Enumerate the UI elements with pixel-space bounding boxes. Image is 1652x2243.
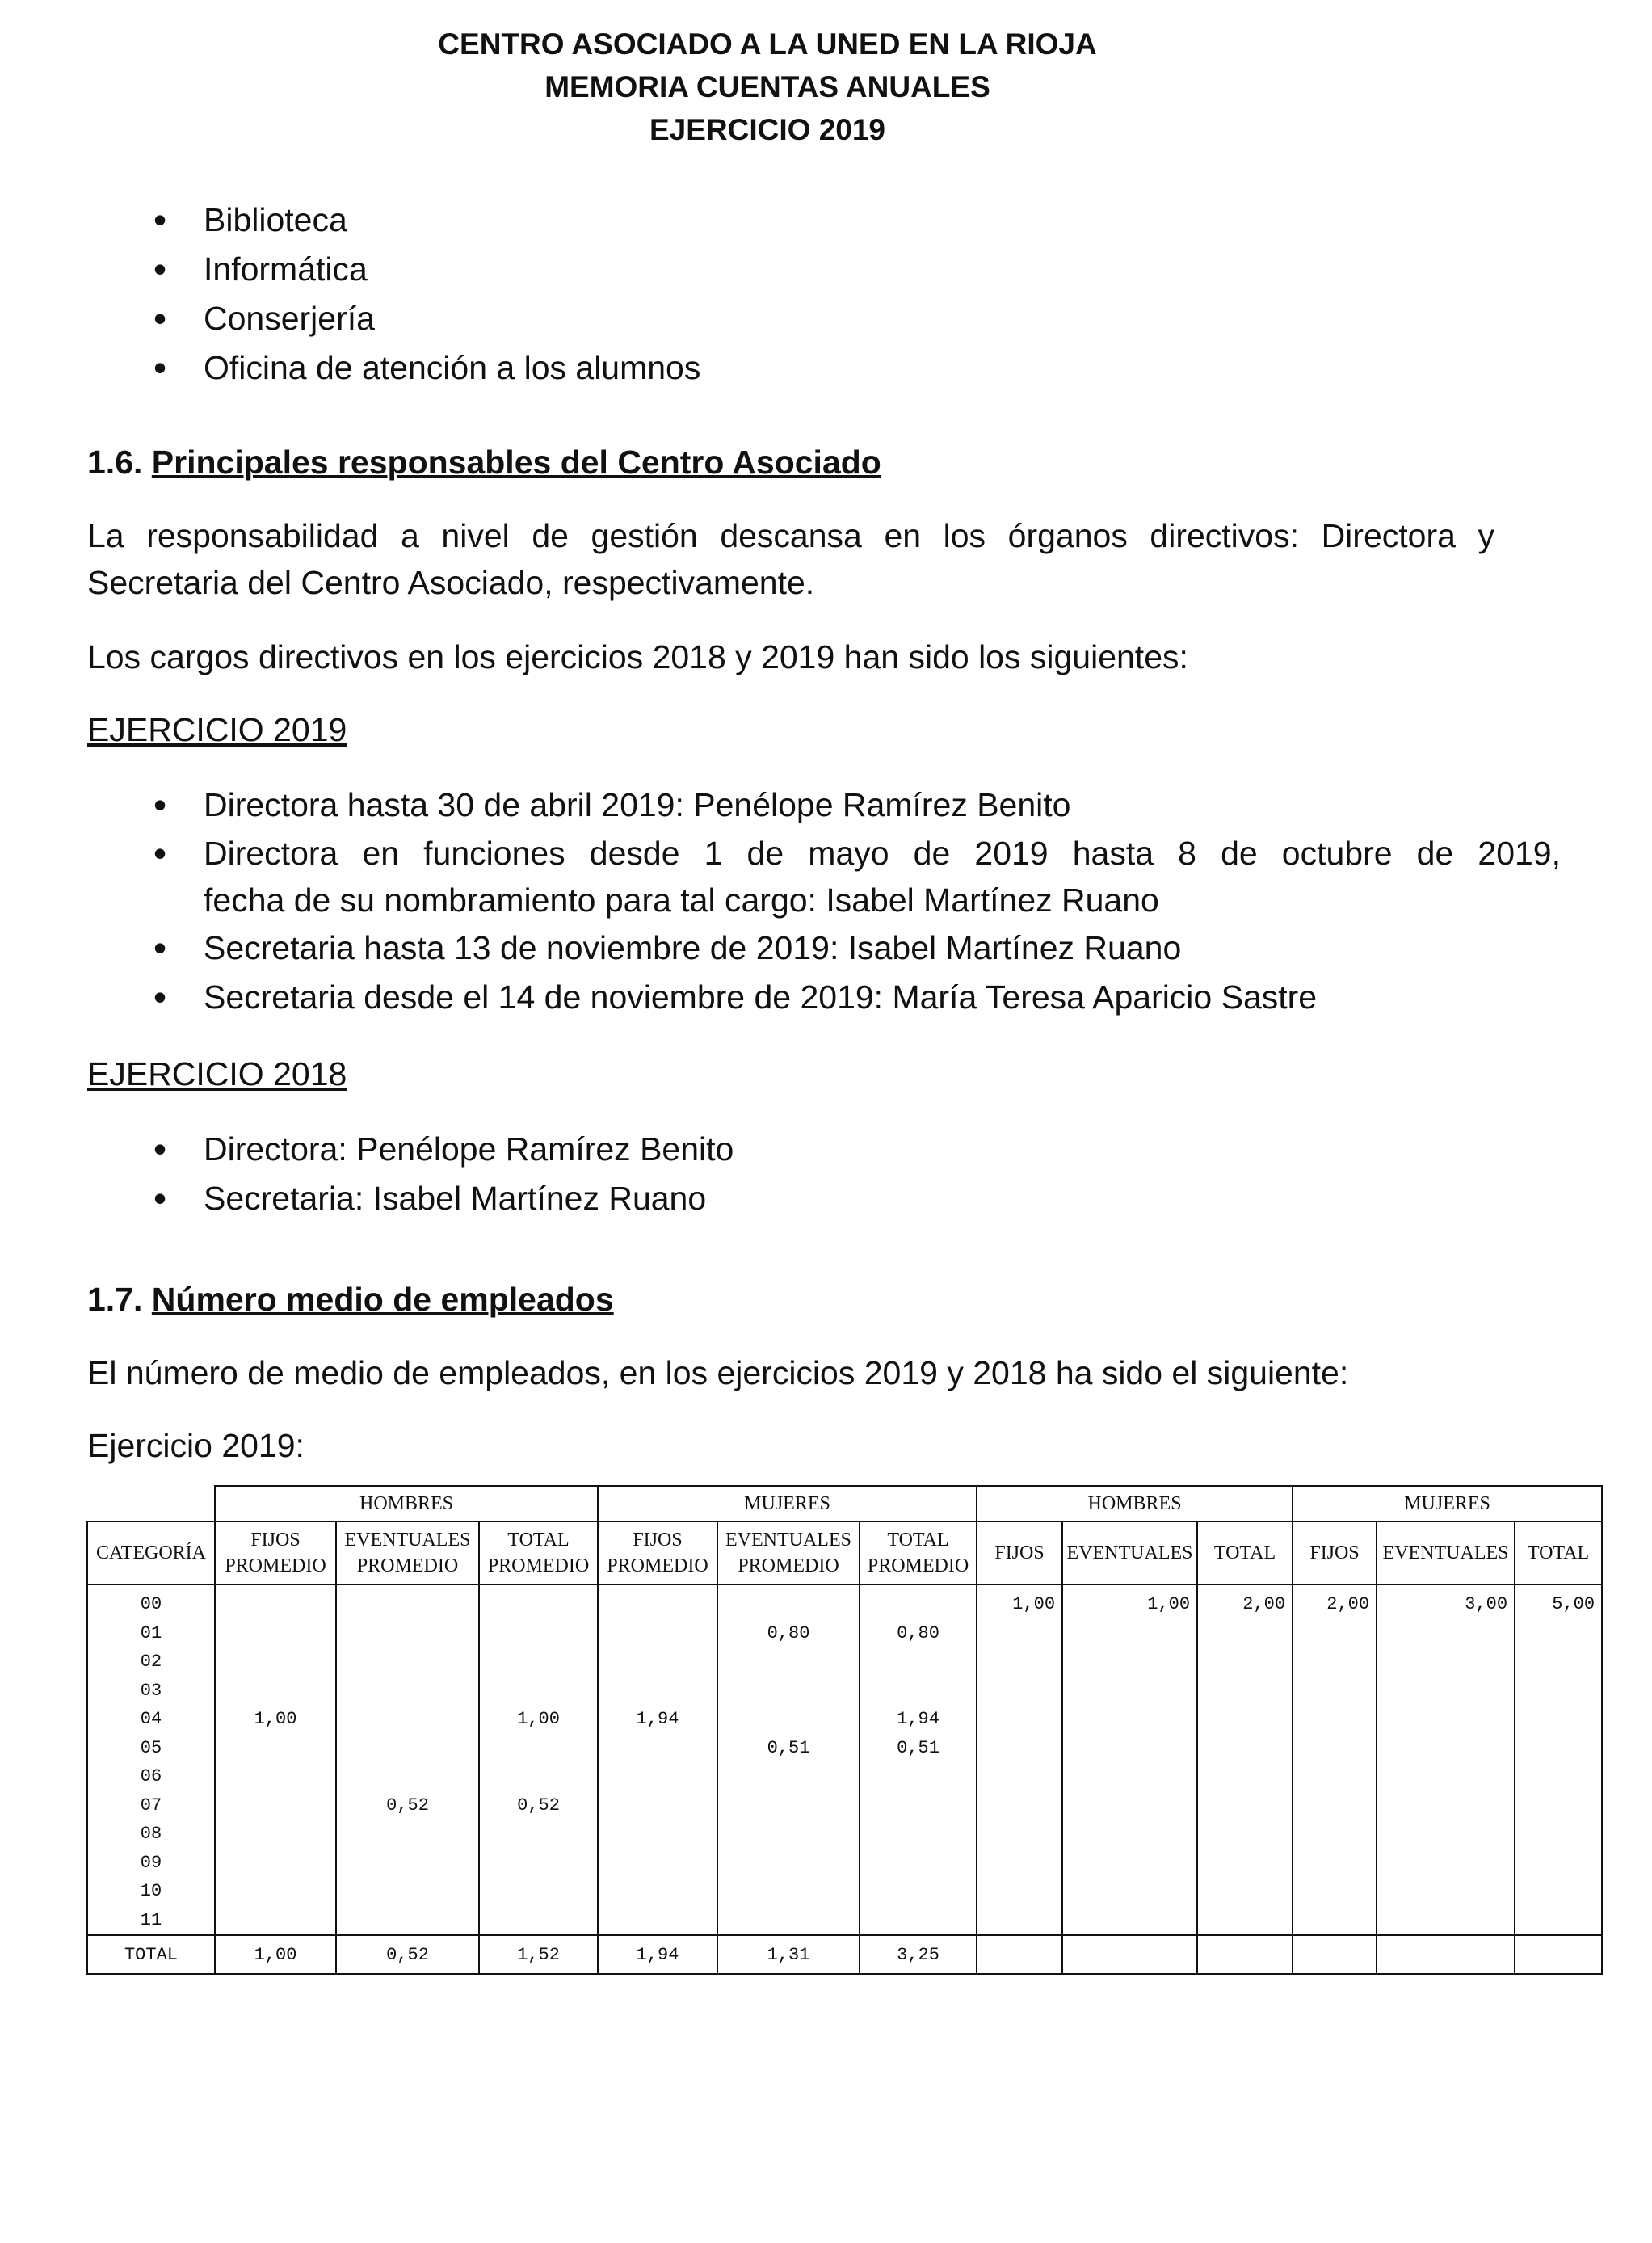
list-item: • Informática	[153, 245, 700, 294]
table-cell	[337, 1677, 478, 1706]
value-column	[860, 1584, 977, 1935]
table-cell	[599, 1849, 717, 1878]
table-cell	[1198, 1648, 1292, 1677]
table-cell	[480, 1648, 597, 1677]
table-cell	[1377, 1906, 1514, 1935]
table-cell: 0,51	[767, 1737, 810, 1758]
table-cell	[1293, 1877, 1376, 1906]
table-cell	[1198, 1791, 1292, 1820]
table-cell	[599, 1762, 717, 1791]
table-cell: 2,00	[1326, 1594, 1370, 1614]
ejercicio-2019-caption: Ejercicio 2019:	[87, 1427, 305, 1464]
column-header: EVENTUALES PROMEDIO	[336, 1521, 479, 1584]
employees-table	[86, 1485, 1603, 1975]
table-cell	[1515, 1877, 1601, 1906]
table-total-row	[87, 1935, 1602, 1974]
table-cell	[1063, 1619, 1196, 1648]
document-header	[0, 23, 1535, 151]
category-cell: 06	[140, 1766, 162, 1786]
table-cell	[1293, 1705, 1376, 1734]
table-cell	[337, 1820, 478, 1849]
group-header: MUJERES	[1293, 1486, 1602, 1521]
column-header: EVENTUALES PROMEDIO	[717, 1521, 860, 1584]
table-cell	[337, 1590, 478, 1619]
table-cell	[1293, 1820, 1376, 1849]
ejercicio-2018-label: EJERCICIO 2018	[87, 1055, 347, 1092]
column-header: TOTAL PROMEDIO	[479, 1521, 598, 1584]
column-header: TOTAL	[1515, 1521, 1602, 1584]
table-cell	[1063, 1791, 1196, 1820]
column-header: EVENTUALES	[1062, 1521, 1197, 1584]
table-cell	[977, 1906, 1061, 1935]
group-header: HOMBRES	[977, 1486, 1293, 1521]
column-header-row	[87, 1521, 1602, 1584]
total-cell	[1062, 1935, 1197, 1974]
table-cell	[1515, 1820, 1601, 1849]
table-cell: 0,52	[517, 1795, 560, 1816]
table-cell: 0,80	[767, 1622, 810, 1643]
table-cell	[718, 1820, 859, 1849]
section-number: 1.6.	[87, 444, 143, 481]
list-item-line-1: • Directora en funciones desde 1 de mayo de 2019 hasta 8 de octubre de 2019,	[204, 835, 1561, 872]
section-1-7-heading	[87, 1277, 614, 1322]
table-cell	[599, 1648, 717, 1677]
header-line-3: EJERCICIO 2019	[649, 113, 886, 146]
table-cell	[977, 1791, 1061, 1820]
value-column	[1515, 1584, 1602, 1935]
table-cell	[1063, 1648, 1196, 1677]
table-cell	[1515, 1677, 1601, 1706]
table-cell	[977, 1648, 1061, 1677]
table-cell	[1293, 1619, 1376, 1648]
table-cell	[718, 1877, 859, 1906]
category-cell: 05	[140, 1737, 162, 1758]
section-number: 1.7.	[87, 1281, 143, 1318]
value-column	[1062, 1584, 1197, 1935]
table-cell	[860, 1791, 976, 1820]
table-cell	[216, 1619, 335, 1648]
category-cell: 07	[140, 1795, 162, 1816]
column-header: EVENTUALES	[1377, 1521, 1515, 1584]
section-title: Principales responsables del Centro Asociado	[151, 444, 881, 481]
table-cell	[216, 1820, 335, 1849]
table-cell: 2,00	[1242, 1594, 1286, 1614]
table-cell	[1515, 1906, 1601, 1935]
empleados-paragraph: El número de medio de empleados, en los ejercicios 2019 y 2018 ha sido el siguiente:	[87, 1354, 1349, 1391]
table-cell	[860, 1648, 976, 1677]
value-column	[1293, 1584, 1377, 1935]
table-cell	[480, 1619, 597, 1648]
table-cell	[1293, 1762, 1376, 1791]
table-corner	[87, 1486, 215, 1521]
table-cell	[1198, 1762, 1292, 1791]
table-cell	[1377, 1877, 1514, 1906]
total-cell: 1,52	[479, 1935, 598, 1974]
table-cell	[1377, 1791, 1514, 1820]
table-cell	[718, 1590, 859, 1619]
total-cell	[977, 1935, 1062, 1974]
table-cell	[1377, 1820, 1514, 1849]
table-cell	[1377, 1619, 1514, 1648]
list-item: • Biblioteca	[153, 196, 700, 245]
table-cell	[1198, 1849, 1292, 1878]
table-cell	[480, 1590, 597, 1619]
table-cell	[977, 1762, 1061, 1791]
group-header: HOMBRES	[215, 1486, 598, 1521]
table-cell	[599, 1906, 717, 1935]
table-cell	[1293, 1677, 1376, 1706]
table-cell	[337, 1705, 478, 1734]
table-cell	[977, 1820, 1061, 1849]
list-item: • Secretaria hasta 13 de noviembre de 2019: Isabel Martínez Ruano	[153, 924, 1561, 973]
table-cell	[480, 1906, 597, 1935]
section-1-6-heading	[87, 440, 881, 485]
table-cell	[1198, 1734, 1292, 1763]
value-column	[598, 1584, 717, 1935]
table-cell: 1,00	[1147, 1594, 1191, 1614]
table-cell	[860, 1590, 976, 1619]
table-cell	[337, 1648, 478, 1677]
table-cell	[1063, 1906, 1196, 1935]
value-column	[215, 1584, 336, 1935]
table-cell	[599, 1590, 717, 1619]
value-column	[336, 1584, 479, 1935]
list-item: • Conserjería	[153, 294, 700, 343]
category-cell: 08	[140, 1824, 162, 1844]
table-cell	[860, 1762, 976, 1791]
table-cell	[718, 1791, 859, 1820]
value-column	[479, 1584, 598, 1935]
table-cell	[1515, 1619, 1601, 1648]
list-item: • Oficina de atención a los alumnos	[153, 343, 700, 393]
total-cell: 1,00	[215, 1935, 336, 1974]
table-cell	[1063, 1705, 1196, 1734]
table-cell	[1377, 1648, 1514, 1677]
table-cell: 5,00	[1552, 1594, 1595, 1614]
table-cell	[1293, 1734, 1376, 1763]
column-header: FIJOS PROMEDIO	[215, 1521, 336, 1584]
total-cell	[1515, 1935, 1602, 1974]
value-column	[1377, 1584, 1515, 1935]
table-cell	[216, 1791, 335, 1820]
table-cell	[977, 1734, 1061, 1763]
cargos-paragraph: Los cargos directivos en los ejercicios 2018 y 2019 han sido los siguientes:	[87, 638, 1188, 675]
list-item: • Directora: Penélope Ramírez Benito	[153, 1125, 734, 1174]
table-cell	[1198, 1877, 1292, 1906]
table-cell	[718, 1648, 859, 1677]
list-item: • Secretaria: Isabel Martínez Ruano	[153, 1174, 734, 1223]
value-column	[1197, 1584, 1293, 1935]
table-cell	[599, 1734, 717, 1763]
table-cell	[216, 1648, 335, 1677]
group-header-row	[87, 1486, 1602, 1521]
services-list	[153, 196, 700, 393]
total-cell	[1293, 1935, 1377, 1974]
total-cell: 1,31	[717, 1935, 860, 1974]
table-cell	[1515, 1648, 1601, 1677]
table-cell	[1515, 1849, 1601, 1878]
table-data-row	[87, 1584, 1602, 1935]
category-cell: 10	[140, 1881, 162, 1901]
table-cell	[216, 1906, 335, 1935]
table-cell	[718, 1762, 859, 1791]
table-cell: 1,00	[517, 1709, 560, 1729]
table-cell	[1063, 1820, 1196, 1849]
table-cell: 1,00	[254, 1709, 297, 1729]
category-cell: 01	[140, 1622, 162, 1643]
table-cell	[1063, 1877, 1196, 1906]
category-cell: 04	[140, 1709, 162, 1729]
table-cell	[1063, 1849, 1196, 1878]
table-cell	[337, 1849, 478, 1878]
column-header: TOTAL PROMEDIO	[860, 1521, 977, 1584]
table-cell	[718, 1677, 859, 1706]
table-cell	[977, 1877, 1061, 1906]
table-cell	[860, 1820, 976, 1849]
table-cell	[599, 1791, 717, 1820]
category-cell: 03	[140, 1680, 162, 1701]
cargos-2019-list	[153, 781, 1561, 1022]
category-cell: 11	[140, 1909, 162, 1930]
total-label: TOTAL	[87, 1935, 215, 1974]
list-item-line-2: fecha de su nombramiento para tal cargo: Isabel Martínez Ruano	[204, 882, 1159, 919]
table-cell	[480, 1677, 597, 1706]
table-cell	[977, 1677, 1061, 1706]
total-cell: 1,94	[598, 1935, 717, 1974]
list-item: • Secretaria desde el 14 de noviembre de 2019: María Teresa Aparicio Sastre	[153, 973, 1561, 1022]
table-cell	[216, 1762, 335, 1791]
table-cell	[1198, 1906, 1292, 1935]
table-cell	[1198, 1619, 1292, 1648]
responsibility-paragraph-line-1: La responsabilidad a nivel de gestión descansa en los órganos directivos: Directora y	[87, 517, 1494, 554]
responsibility-paragraph-line-2: Secretaria del Centro Asociado, respectivamente.	[87, 564, 815, 601]
table-cell	[480, 1734, 597, 1763]
value-column	[977, 1584, 1062, 1935]
table-cell	[1515, 1791, 1601, 1820]
table-cell	[480, 1877, 597, 1906]
table-cell	[1293, 1849, 1376, 1878]
table-cell	[1198, 1820, 1292, 1849]
table-cell	[337, 1877, 478, 1906]
header-line-1: CENTRO ASOCIADO A LA UNED EN LA RIOJA	[438, 27, 1097, 61]
total-cell: 3,25	[860, 1935, 977, 1974]
column-header: CATEGORÍA	[87, 1521, 215, 1584]
value-column	[717, 1584, 860, 1935]
table-cell	[599, 1877, 717, 1906]
table-cell: 0,52	[386, 1795, 429, 1816]
column-header: FIJOS	[1293, 1521, 1377, 1584]
table-cell	[599, 1677, 717, 1706]
table-cell: 3,00	[1465, 1594, 1508, 1614]
cargos-2018-list	[153, 1125, 734, 1223]
column-header: TOTAL	[1197, 1521, 1293, 1584]
table-cell	[718, 1906, 859, 1935]
total-cell	[1377, 1935, 1515, 1974]
table-cell	[599, 1820, 717, 1849]
table-cell	[1063, 1677, 1196, 1706]
table-cell	[216, 1877, 335, 1906]
table-cell: 0,51	[897, 1737, 939, 1758]
table-cell	[216, 1734, 335, 1763]
table-cell	[216, 1849, 335, 1878]
table-cell	[337, 1734, 478, 1763]
table-cell	[1293, 1791, 1376, 1820]
table-cell	[860, 1677, 976, 1706]
table-cell	[337, 1619, 478, 1648]
table-cell	[480, 1820, 597, 1849]
table-cell	[977, 1849, 1061, 1878]
table-cell	[1377, 1849, 1514, 1878]
table-cell	[1293, 1906, 1376, 1935]
group-header: MUJERES	[598, 1486, 977, 1521]
table-cell	[1377, 1677, 1514, 1706]
table-cell	[216, 1677, 335, 1706]
table-cell	[860, 1849, 976, 1878]
table-cell	[1198, 1705, 1292, 1734]
table-cell	[337, 1906, 478, 1935]
table-cell: 1,94	[897, 1709, 939, 1729]
table-cell	[718, 1849, 859, 1878]
table-cell	[977, 1619, 1061, 1648]
table-cell	[1377, 1734, 1514, 1763]
column-header: FIJOS PROMEDIO	[598, 1521, 717, 1584]
table-cell	[337, 1762, 478, 1791]
section-title: Número medio de empleados	[151, 1281, 614, 1318]
header-line-2: MEMORIA CUENTAS ANUALES	[544, 70, 990, 103]
table-cell: 1,00	[1012, 1594, 1056, 1614]
table-cell	[977, 1705, 1061, 1734]
table-cell	[860, 1877, 976, 1906]
category-cell: 00	[140, 1594, 162, 1614]
total-cell: 0,52	[336, 1935, 479, 1974]
table-cell	[1515, 1705, 1601, 1734]
table-cell	[1377, 1705, 1514, 1734]
table-cell: 0,80	[897, 1622, 939, 1643]
table-cell	[1377, 1762, 1514, 1791]
list-item: • Directora hasta 30 de abril 2019: Penélope Ramírez Benito	[153, 781, 1561, 830]
column-header: FIJOS	[977, 1521, 1062, 1584]
table-cell	[1515, 1762, 1601, 1791]
table-cell	[599, 1619, 717, 1648]
table-cell	[1198, 1677, 1292, 1706]
table-cell	[480, 1762, 597, 1791]
total-cell	[1197, 1935, 1293, 1974]
category-column	[87, 1584, 215, 1935]
table-cell	[1293, 1648, 1376, 1677]
ejercicio-2019-label: EJERCICIO 2019	[87, 711, 347, 748]
table-cell	[480, 1849, 597, 1878]
table-cell	[1063, 1734, 1196, 1763]
table-cell	[1063, 1762, 1196, 1791]
table-cell: 1,94	[636, 1709, 679, 1729]
list-item	[153, 830, 1561, 924]
table-cell	[216, 1590, 335, 1619]
category-cell: 02	[140, 1652, 162, 1672]
table-cell	[1515, 1734, 1601, 1763]
category-cell: 09	[140, 1852, 162, 1873]
table-cell	[718, 1705, 859, 1734]
table-cell	[860, 1906, 976, 1935]
